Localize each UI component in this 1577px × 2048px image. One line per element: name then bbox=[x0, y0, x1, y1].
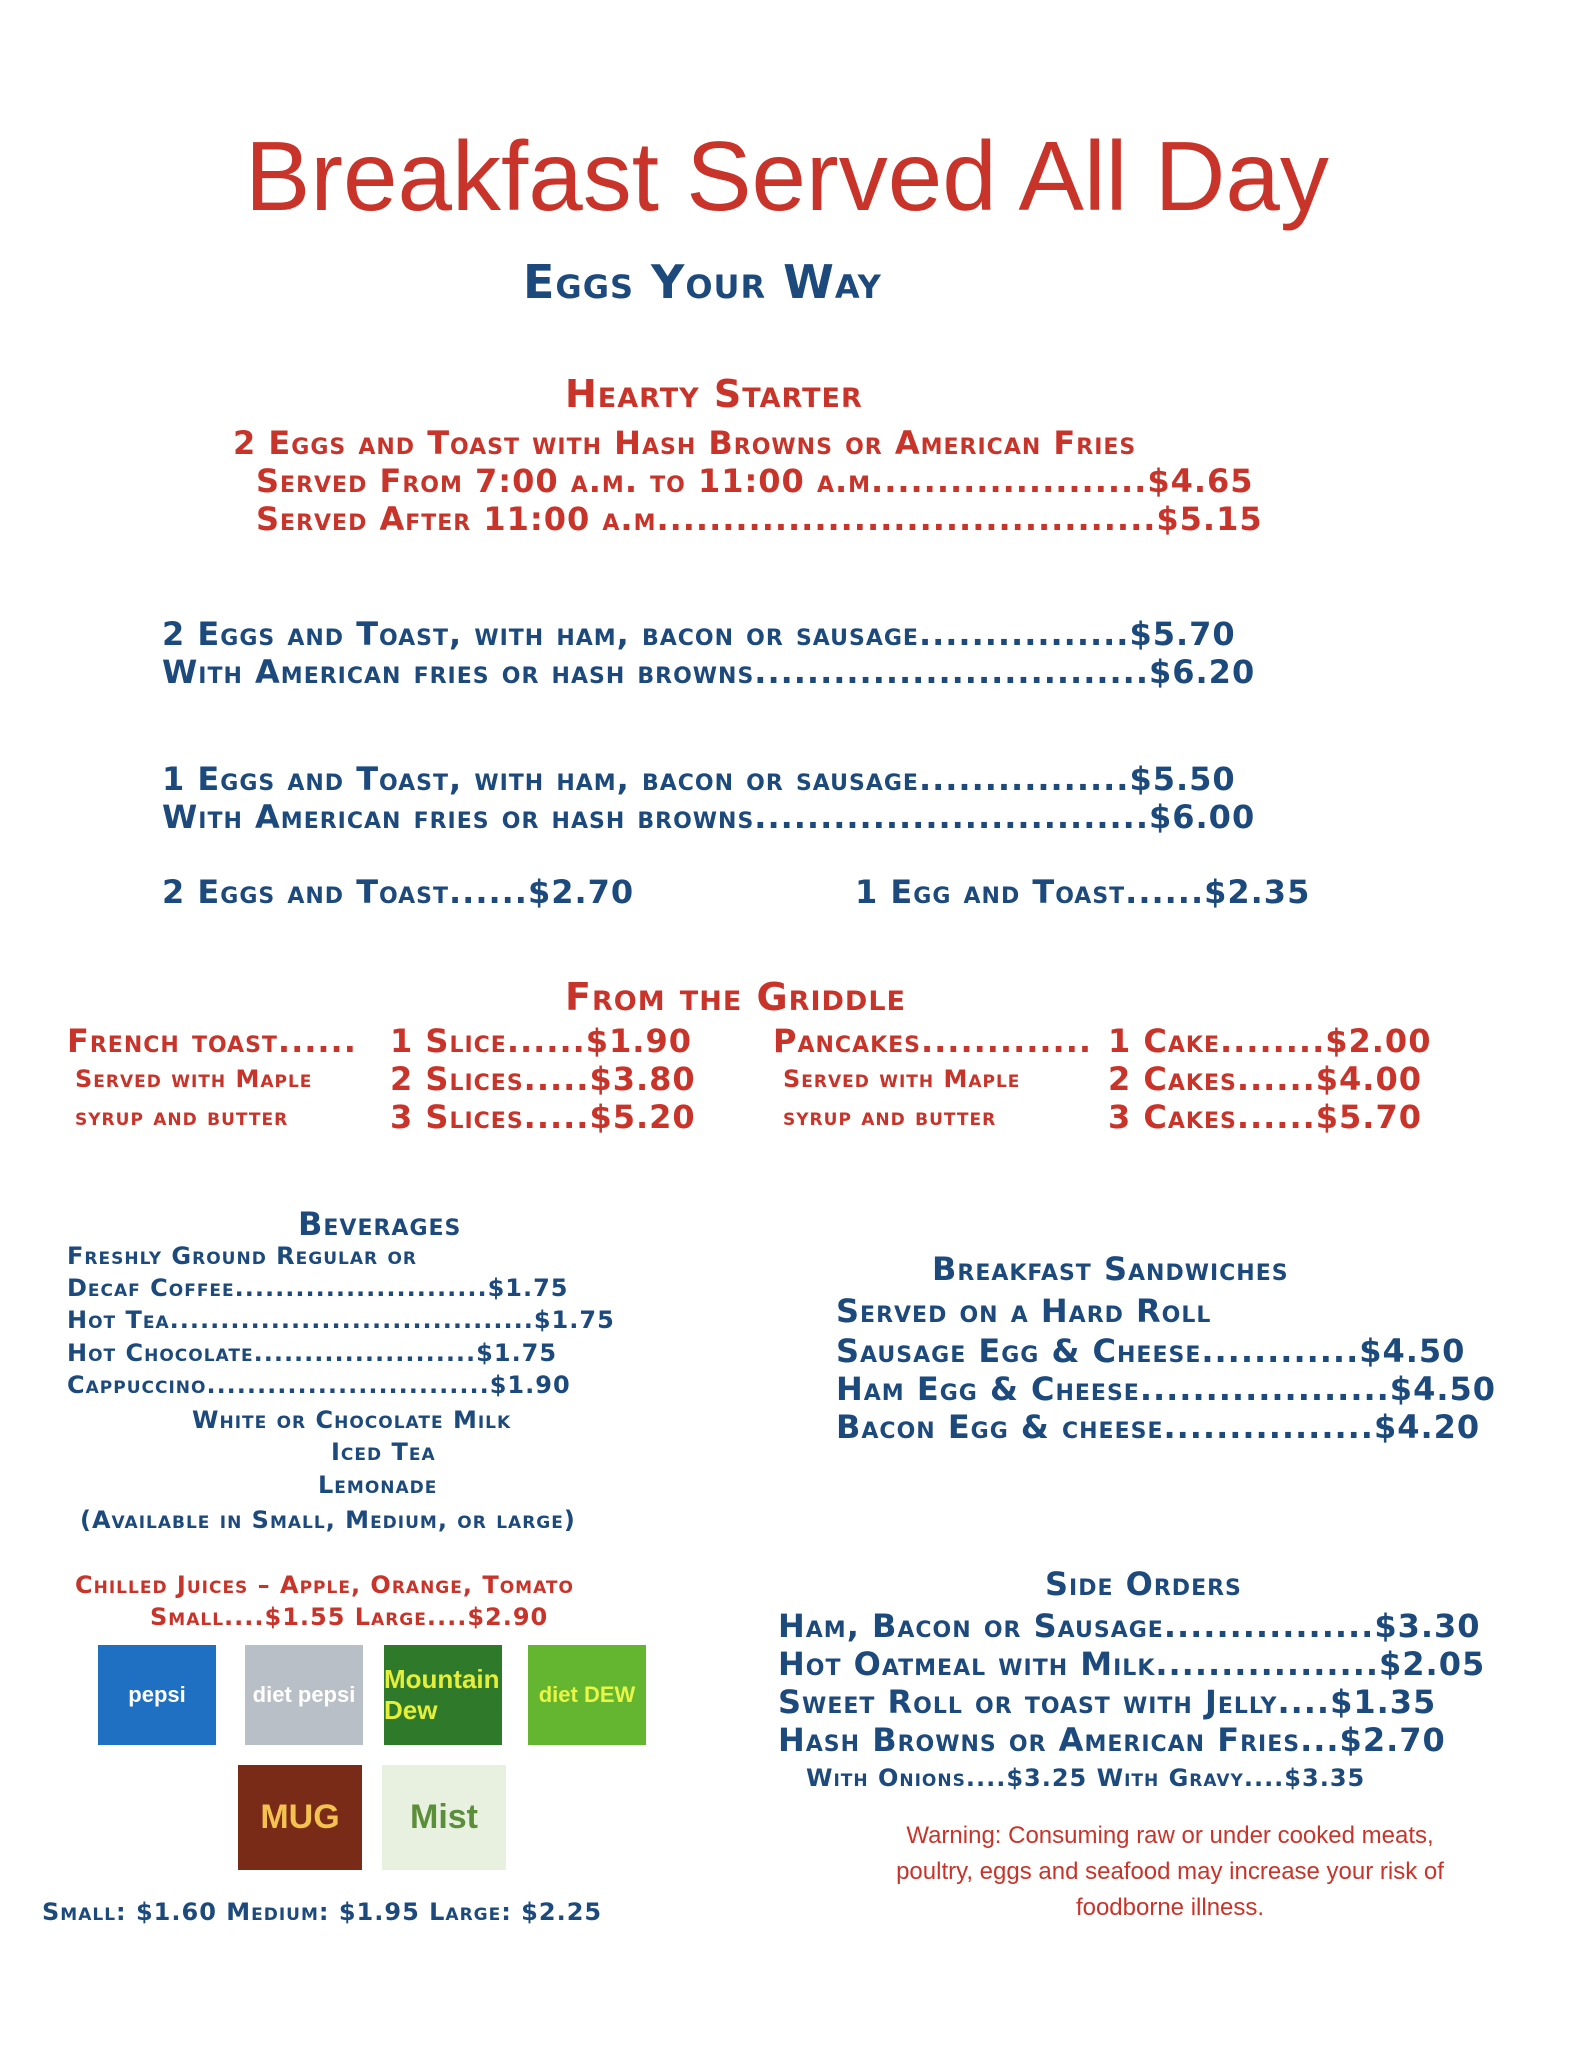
sandwich-sausage: Sausage Egg & Cheese............$4.50 bbox=[836, 1332, 1466, 1370]
simple-2-eggs: 2 Eggs and Toast......$2.70 bbox=[162, 873, 635, 911]
sandwiches-heading: Breakfast Sandwiches bbox=[932, 1250, 1289, 1288]
juices-line-2: Small....$1.55 Large....$2.90 bbox=[150, 1603, 549, 1631]
beverages-tea: Hot Tea....................................$1.75 bbox=[67, 1306, 615, 1334]
pancakes-note-2: syrup and butter bbox=[783, 1103, 997, 1131]
pancakes-price-3: 3 Cakes......$5.70 bbox=[1108, 1098, 1422, 1136]
griddle-heading: From the Griddle bbox=[565, 975, 906, 1019]
beverages-milk: White or Chocolate Milk bbox=[192, 1406, 512, 1434]
sandwiches-line-1: Served on a Hard Roll bbox=[836, 1292, 1212, 1330]
side-onions-gravy: With Onions....$3.25 With Gravy....$3.35 bbox=[806, 1764, 1366, 1792]
pancakes-label: Pancakes............. bbox=[773, 1022, 1093, 1060]
beverages-line-1: Freshly Ground Regular or bbox=[67, 1242, 417, 1270]
page-title: Breakfast Served All Day bbox=[245, 121, 1329, 231]
beverages-sizes: (Available in Small, Medium, or large) bbox=[80, 1506, 576, 1534]
eggs1-line-2: With American fries or hash browns..............................$6.00 bbox=[162, 798, 1256, 836]
french-price-2: 2 Slices.....$3.80 bbox=[390, 1060, 696, 1098]
pepsi-logo: pepsi bbox=[98, 1645, 216, 1745]
eggs2-line-1: 2 Eggs and Toast, with ham, bacon or sausage................$5.70 bbox=[162, 615, 1236, 653]
side-oatmeal: Hot Oatmeal with Milk.................$2.05 bbox=[778, 1645, 1486, 1683]
beverages-cappuccino: Cappuccino............................$1.90 bbox=[67, 1371, 571, 1399]
diet-dew-logo: diet DEW bbox=[528, 1645, 646, 1745]
french-toast-label: French toast...... bbox=[67, 1022, 357, 1060]
french-price-1: 1 Slice......$1.90 bbox=[390, 1022, 692, 1060]
pancakes-price-1: 1 Cake........$2.00 bbox=[1108, 1022, 1432, 1060]
page-subtitle: Eggs Your Way bbox=[523, 255, 882, 309]
side-sweet-roll: Sweet Roll or toast with Jelly....$1.35 bbox=[778, 1683, 1437, 1721]
beverages-heading: Beverages bbox=[298, 1205, 462, 1243]
diet-pepsi-logo: diet pepsi bbox=[245, 1645, 363, 1745]
mountain-dew-logo: Mountain Dew bbox=[384, 1645, 502, 1745]
eggs1-line-1: 1 Eggs and Toast, with ham, bacon or sausage................$5.50 bbox=[162, 760, 1236, 798]
pancakes-note-1: Served with Maple bbox=[783, 1065, 1021, 1093]
hearty-line-1: 2 Eggs and Toast with Hash Browns or American Fries bbox=[233, 424, 1137, 462]
sides-heading: Side Orders bbox=[1045, 1565, 1242, 1603]
hearty-heading: Hearty Starter bbox=[565, 372, 863, 416]
beverages-iced-tea: Iced Tea bbox=[331, 1438, 436, 1466]
french-note-2: syrup and butter bbox=[75, 1103, 289, 1131]
food-warning: Warning: Consuming raw or under cooked meats, poultry, eggs and seafood may increase your risk of foodborne illness. bbox=[896, 1822, 1444, 1921]
simple-1-egg: 1 Egg and Toast......$2.35 bbox=[855, 873, 1311, 911]
hearty-line-2: Served From 7:00 a.m. to 11:00 a.m.....................$4.65 bbox=[256, 462, 1254, 500]
french-note-1: Served with Maple bbox=[75, 1065, 313, 1093]
sandwich-bacon: Bacon Egg & cheese................$4.20 bbox=[836, 1408, 1481, 1446]
juices-line-1: Chilled Juices – Apple, Orange, Tomato bbox=[75, 1571, 574, 1599]
pancakes-price-2: 2 Cakes......$4.00 bbox=[1108, 1060, 1422, 1098]
french-price-3: 3 Slices.....$5.20 bbox=[390, 1098, 696, 1136]
beverages-lemonade: Lemonade bbox=[318, 1471, 438, 1499]
beverages-chocolate: Hot Chocolate......................$1.75 bbox=[67, 1339, 558, 1367]
soda-prices: Small: $1.60 Medium: $1.95 Large: $2.25 bbox=[42, 1898, 603, 1926]
eggs2-line-2: With American fries or hash browns..............................$6.20 bbox=[162, 653, 1256, 691]
side-hash-browns: Hash Browns or American Fries...$2.70 bbox=[778, 1721, 1446, 1759]
mug-root-beer-logo: MUG bbox=[238, 1765, 362, 1870]
beverages-coffee: Decaf Coffee.........................$1.75 bbox=[67, 1274, 569, 1302]
hearty-line-3: Served After 11:00 a.m......................................$5.15 bbox=[256, 500, 1263, 538]
sierra-mist-logo: Mist bbox=[382, 1765, 506, 1870]
sandwich-ham: Ham Egg & Cheese...................$4.50 bbox=[836, 1370, 1497, 1408]
side-ham-bacon: Ham, Bacon or Sausage................$3.30 bbox=[778, 1607, 1481, 1645]
